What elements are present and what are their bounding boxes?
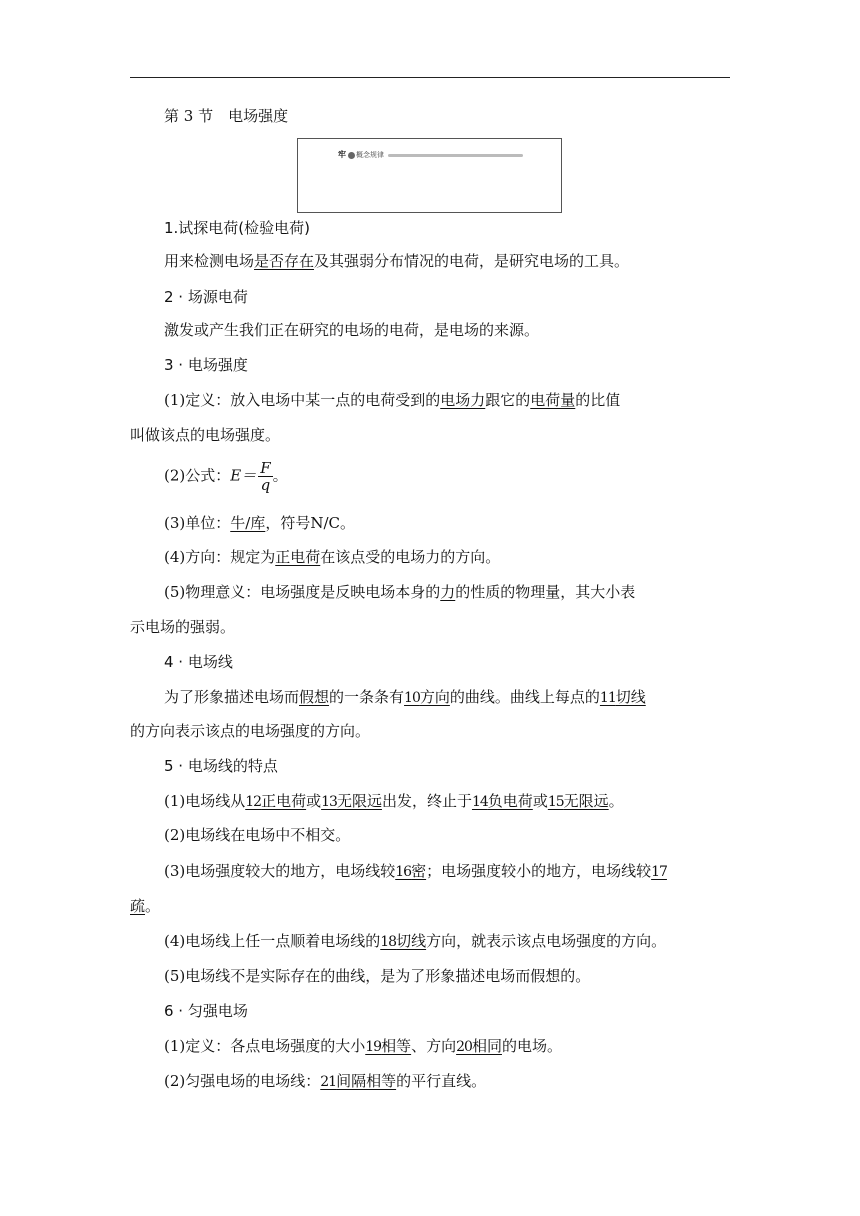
section-title: 第 3 节 电场强度 bbox=[164, 107, 289, 125]
paragraph-uniform-lines: (2)匀强电场的电场线：21间隔相等的平行直线。 bbox=[164, 1072, 487, 1090]
paragraph-feature-3-cont: 疏。 bbox=[130, 897, 161, 915]
banner-logo: 牢 bbox=[338, 150, 346, 159]
concept-banner-image bbox=[297, 138, 562, 213]
paragraph-feature-5: (5)电场线不是实际存在的曲线，是为了形象描述电场而假想的。 bbox=[164, 967, 591, 985]
paragraph-meaning: (5)物理意义：电场强度是反映电场本身的力的性质的物理量，其大小表 bbox=[164, 583, 636, 601]
formula-fraction: $\frac{F}{q}$ bbox=[260, 459, 271, 494]
heading-4: 4 · 电场线 bbox=[164, 653, 233, 671]
paragraph-feature-2: (2)电场线在电场中不相交。 bbox=[164, 826, 351, 844]
banner-caption: 概念规律 bbox=[356, 151, 384, 159]
paragraph-uniform-definition: (1)定义：各点电场强度的大小19相等、方向20相同的电场。 bbox=[164, 1037, 562, 1055]
paragraph-definition-cont: 叫做该点的电场强度。 bbox=[130, 426, 281, 444]
paragraph-meaning-cont: 示电场的强弱。 bbox=[130, 618, 236, 636]
paragraph-1: 用来检测电场是否存在及其强弱分布情况的电荷，是研究电场的工具。 bbox=[164, 252, 630, 270]
paragraph-feature-3: (3)电场强度较大的地方，电场线较16密；电场强度较小的地方，电场线较17 bbox=[164, 862, 667, 880]
paragraph-feature-4: (4)电场线上任一点顺着电场线的18切线方向，就表示该点电场强度的方向。 bbox=[164, 932, 667, 950]
banner-bar bbox=[388, 154, 523, 157]
heading-6: 6 · 匀强电场 bbox=[164, 1002, 248, 1020]
paragraph-feature-1: (1)电场线从12正电荷或13无限远出发，终止于14负电荷或15无限远。 bbox=[164, 792, 624, 810]
paragraph-field-lines-cont: 的方向表示该点的电场强度的方向。 bbox=[130, 722, 371, 740]
paragraph-2: 激发或产生我们正在研究的电场的电荷，是电场的来源。 bbox=[164, 321, 540, 339]
paragraph-unit: (3)单位：牛/库，符号N/C。 bbox=[164, 514, 355, 532]
header-rule bbox=[130, 77, 730, 78]
paragraph-definition: (1)定义：放入电场中某一点的电荷受到的电场力跟它的电荷量的比值 bbox=[164, 391, 621, 409]
paragraph-direction: (4)方向：规定为正电荷在该点受的电场力的方向。 bbox=[164, 548, 501, 566]
heading-3: 3 · 电场强度 bbox=[164, 356, 248, 374]
heading-1: 1.试探电荷(检验电荷) bbox=[164, 219, 311, 237]
banner-dot-icon bbox=[348, 152, 355, 159]
heading-5: 5 · 电场线的特点 bbox=[164, 757, 278, 775]
paragraph-field-lines: 为了形象描述电场而假想的一条条有10方向的曲线。曲线上每点的11切线 bbox=[164, 688, 646, 706]
heading-2: 2 · 场源电荷 bbox=[164, 288, 248, 306]
paragraph-formula: (2)公式：E＝ $\frac{F}{q}$ 。 bbox=[164, 459, 288, 494]
